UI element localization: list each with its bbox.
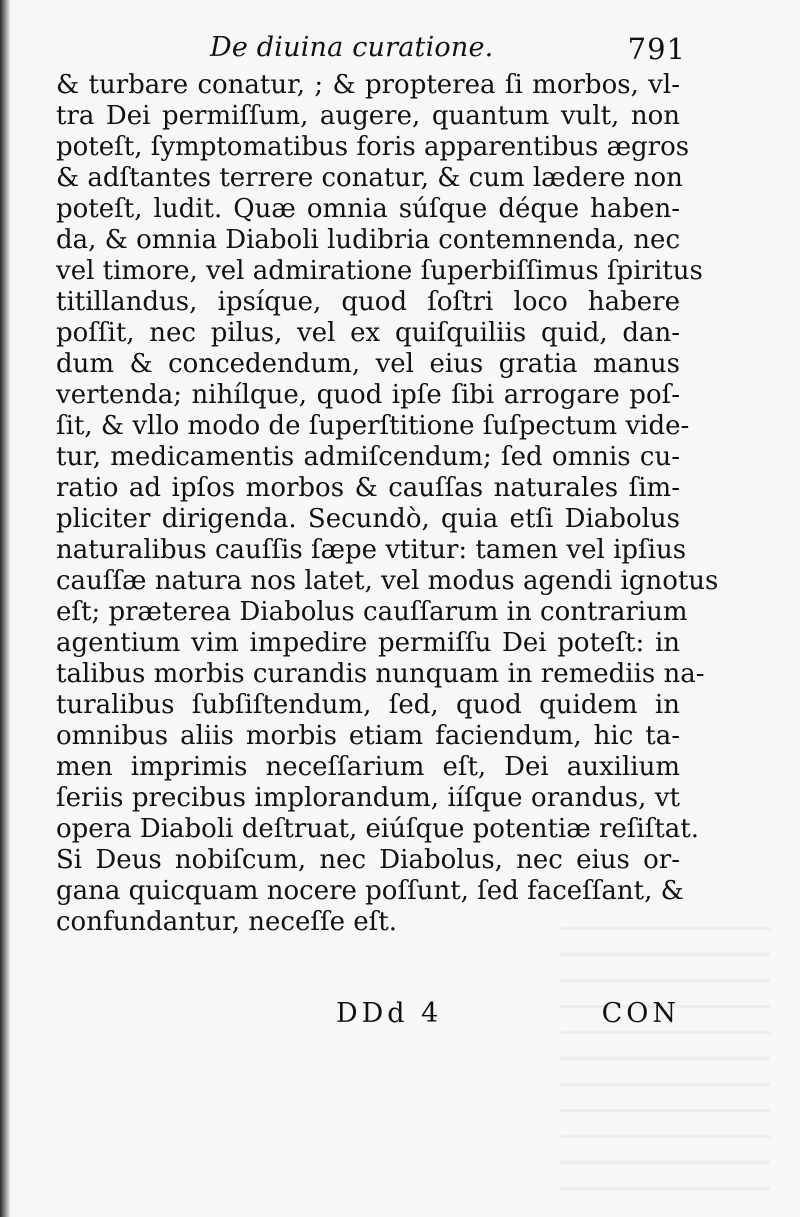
body-text: [56, 70, 719, 937]
signature-mark: DDd 4: [336, 998, 443, 1029]
text-line: tra Dei permiſſum, augere, quantum vult, non: [56, 101, 680, 131]
text-line: vertenda; nihílque, quod ipſe ſibi arrogare poſ-: [56, 380, 680, 410]
text-line-last: confundantur, neceſſe eſt.: [56, 907, 397, 937]
text-line: titillandus, ipsíque, quod ſoſtri loco habere: [56, 287, 680, 317]
text-line: dum & concedendum, vel eius gratia manus: [56, 349, 680, 379]
text-line: ſit, & vllo modo de ſuperſtitione ſuſpectum vide-: [56, 411, 690, 441]
text-line: & adſtantes terrere conatur, & cum lædere non: [56, 163, 683, 193]
text-line: poteſt, ſymptomatibus foris apparentibus ægros: [56, 132, 690, 162]
text-line: vel timore, vel admiratione ſuperbiſſimus ſpiritus: [56, 256, 703, 286]
text-line: pliciter dirigenda. Secundò, quia etſi Diabolus: [56, 504, 680, 534]
text-line: turalibus ſubſiſtendum, ſed, quod quidem in: [56, 690, 680, 720]
text-line: talibus morbis curandis nunquam in remediis na-: [56, 659, 705, 689]
text-line: agentium vim impedire permiſſu Dei poteſt: in: [56, 628, 680, 658]
text-line: eſt; præterea Diabolus cauſſarum in contrarium: [56, 597, 688, 627]
text-line: Si Deus nobiſcum, nec Diabolus, nec eius or-: [56, 845, 680, 875]
text-line: men imprimis neceſſarium eſt, Dei auxilium: [56, 752, 680, 782]
text-line: da, & omnia Diaboli ludibria contemnenda, nec: [56, 225, 680, 255]
text-line: opera Diaboli deſtruat, eiúſque potentiæ reſiſtat.: [56, 814, 699, 844]
catchword: CON: [601, 998, 680, 1029]
text-line: gana quicquam nocere poſſunt, ſed faceſſant, &: [56, 876, 684, 906]
page-footer: [330, 998, 680, 1038]
text-line: & turbare conatur, ; & propterea ſi morbos, vl-: [56, 70, 680, 100]
page-number: 791: [627, 32, 686, 66]
text-line: poteſt, ludit. Quæ omnia súſque déque haben-: [56, 194, 680, 224]
text-line: omnibus aliis morbis etiam faciendum, hic ta-: [56, 721, 680, 751]
text-line: tur, medicamentis admiſcendum; ſed omnis cu-: [56, 442, 680, 472]
text-line: cauſſæ natura nos latet, vel modus agendi ignotus: [56, 566, 719, 596]
running-head: De diuina curatione.: [210, 32, 494, 63]
page-header: [60, 32, 686, 72]
page-gutter-shadow: [0, 0, 10, 1217]
text-line: ratio ad ipſos morbos & cauſſas naturales ſim-: [56, 473, 680, 503]
text-line: ſeriis precibus implorandum, iíſque orandus, vt: [56, 783, 680, 813]
text-line: naturalibus cauſſis ſæpe vtitur: tamen vel ipſius: [56, 535, 687, 565]
text-line: poſſit, nec pilus, vel ex quiſquiliis quid, dan-: [56, 318, 680, 348]
show-through-texture: [560, 905, 770, 1205]
